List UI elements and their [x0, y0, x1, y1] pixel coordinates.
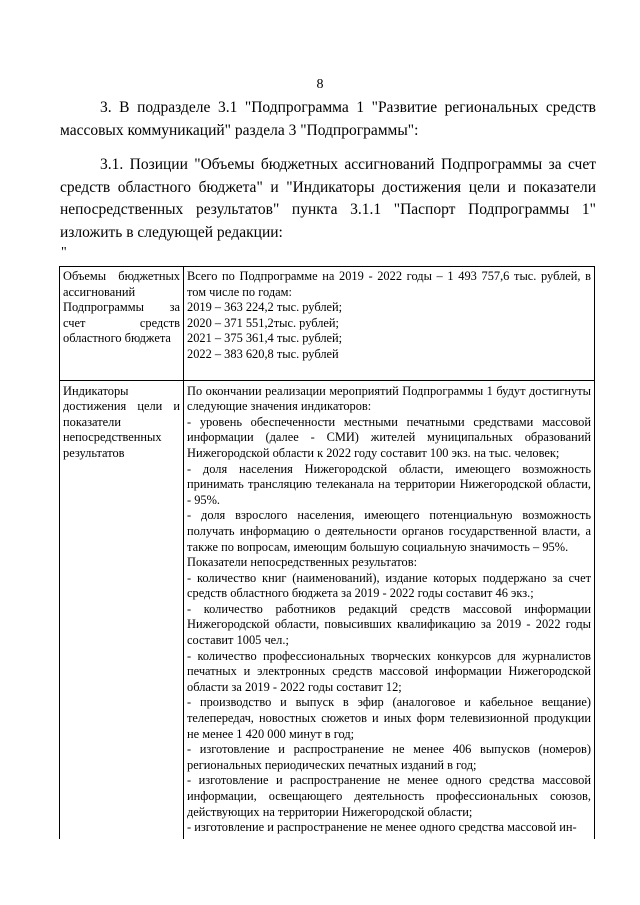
- indicator-line: - производство и выпуск в эфир (аналоговое и кабельное вещание) телепередач, новостных сюжетов и иных форм телевизионной продукции не менее 1 420 000 минут в год;: [187, 695, 591, 741]
- indicator-heading-line: Показатели непосредственных результатов:: [187, 555, 418, 570]
- indicator-line: - изготовление и распространение не менее одного средства массовой ин-: [187, 820, 577, 835]
- indicator-line: - количество профессиональных творческих конкурсов для журналистов печатных и электронных средств массовой информации Нижегородской области за 2019 - 2022 годы составит 12;: [187, 648, 591, 694]
- indicators-value-cell: [184, 380, 595, 839]
- budget-year-line: 2022 – 383 620,8 тыс. рублей: [187, 346, 339, 361]
- indicator-line: - изготовление и распространение не менее 406 выпусков (номеров) региональных периодических печатных изданий в год;: [187, 742, 591, 772]
- budget-label-cell: Объемы бюджетных ассигнований Подпрограммы за счет средств областного бюджета: [60, 267, 184, 381]
- budget-total-line: Всего по Подпрограмме на 2019 - 2022 годы – 1 493 757,6 тыс. рублей, в том числе по годам:: [187, 269, 591, 299]
- paragraph-amendment-3: 3. В подразделе 3.1 "Подпрограмма 1 "Развитие региональных средств массовых коммуникаций" раздела 3 "Подпрограммы":: [60, 99, 596, 139]
- indicator-line: - доля населения Нижегородской области, имеющего возможность принимать трансляцию телеканала на территории Нижегородской области, - 95%.: [187, 461, 591, 507]
- subprogram-passport-table: [59, 266, 595, 839]
- budget-year-line: 2020 – 371 551,2тыс. рублей;: [187, 315, 339, 330]
- cell-spacer: [187, 363, 591, 377]
- indicator-line: По окончании реализации мероприятий Подпрограммы 1 будут достигнуты следующие значения индикаторов:: [187, 383, 591, 414]
- paragraph-amendment-3-1: 3.1. Позиции "Объемы бюджетных ассигнований Подпрограммы за счет средств областного бюджета" и "Индикаторы достижения цели и показатели непосредственных результатов" пункта 3.1.1 "Паспорт Подпрограммы 1" изложить в следующей редакции:: [60, 156, 596, 241]
- opening-quote-mark: ": [61, 245, 67, 260]
- budget-year-line: 2021 – 375 361,4 тыс. рублей;: [187, 331, 343, 346]
- page-number: 8: [316, 77, 324, 92]
- table-row-budget: [60, 267, 595, 381]
- indicator-line: - уровень обеспеченности местными печатными средствами массовой информации (далее - СМИ) жителей муниципальных образований Нижегородской области к 2022 году составит 100 экз. на тыс. человек;: [187, 414, 591, 460]
- indicator-line: - доля взрослого населения, имеющего потенциальную возможность получать информацию о деятельности органов государственной власти, а также по вопросам, имеющим большую социальную значимость – 95%.: [187, 508, 591, 554]
- indicator-line: - количество работников редакций средств массовой информации Нижегородской области, повысивших квалификацию за 2019 - 2022 годы составит 1005 чел.;: [187, 601, 591, 648]
- budget-year-line: 2019 – 363 224,2 тыс. рублей;: [187, 300, 343, 315]
- budget-value-cell: [184, 267, 595, 381]
- indicators-label-cell: Индикаторы достижения цели и показатели непосредственных результатов: [60, 380, 184, 839]
- table-row-indicators: [60, 380, 595, 839]
- indicator-line: - изготовление и распространение не менее одного средства массовой информации, освещающего деятельность профессиональных союзов, действующих на территории Нижегородской области;: [187, 773, 591, 819]
- indicator-line: - количество книг (наименований), издание которых поддержано за счет средств областного бюджета за 2019 - 2022 годы составит 46 экз.;: [187, 570, 591, 601]
